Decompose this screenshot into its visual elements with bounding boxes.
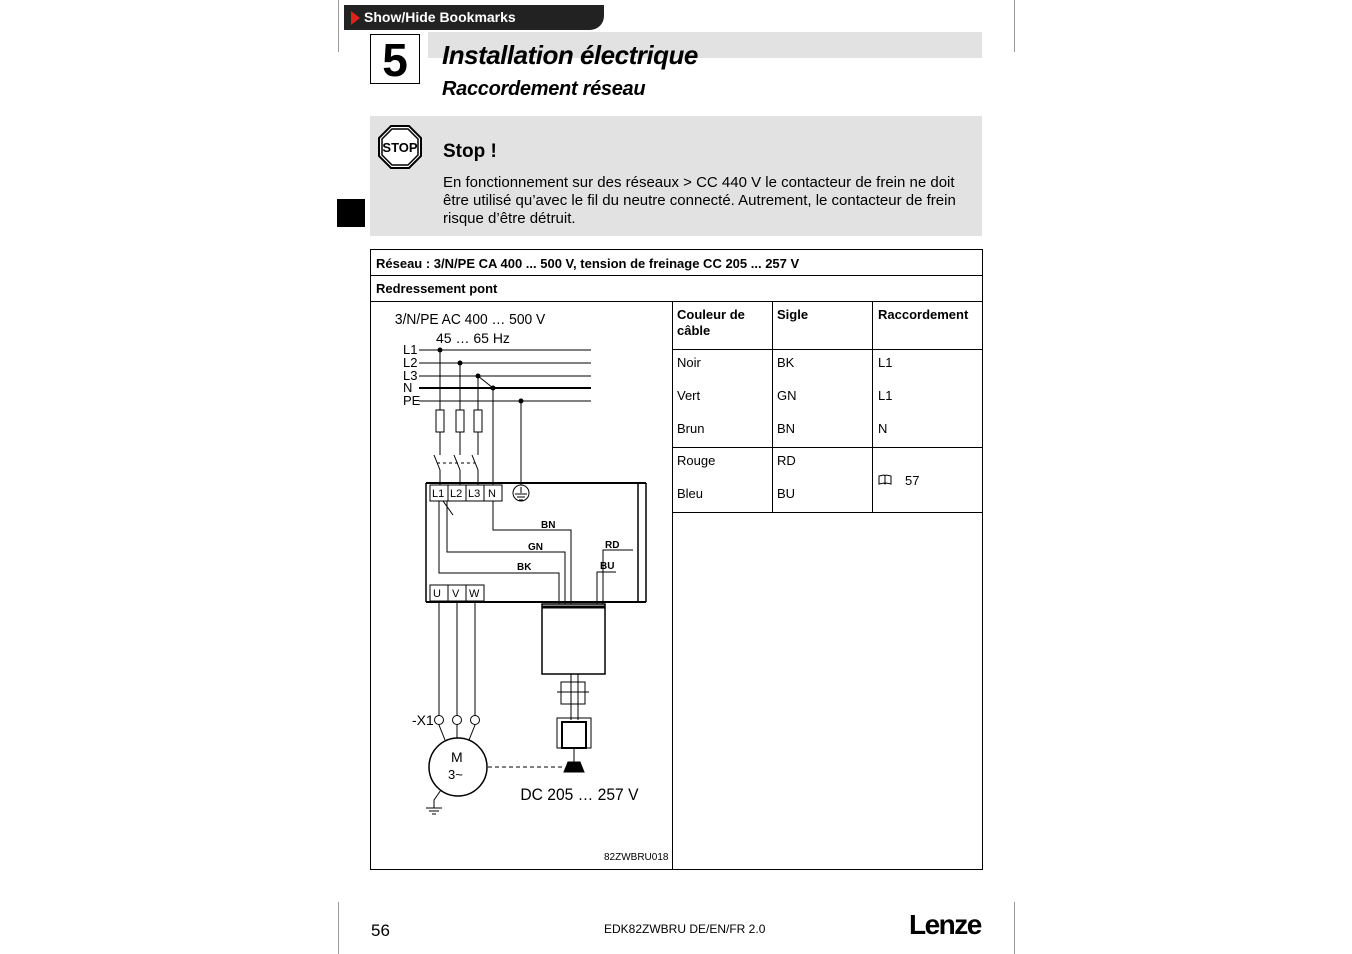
figure-code: 82ZWBRU018 (604, 852, 669, 863)
table-rule (672, 447, 982, 448)
connection-cell: N (878, 421, 888, 436)
wire-label: BU (600, 561, 615, 572)
chapter-tab-marker (337, 199, 365, 227)
brake-voltage-label: DC 205 … 257 V (520, 785, 639, 805)
terminal-label: L3 (468, 488, 481, 500)
table-rule (672, 349, 982, 350)
show-hide-bookmarks-label: Show/Hide Bookmarks (364, 9, 516, 25)
header-code: Sigle (777, 307, 809, 322)
code-cell: BK (777, 355, 795, 370)
table-title: Réseau : 3/N/PE CA 400 ... 500 V, tension de freinage CC 205 ... 257 V (376, 256, 800, 271)
terminal-label: U (433, 588, 441, 600)
code-cell: BN (777, 421, 796, 436)
terminal-x1-label: -X1 (412, 712, 434, 728)
crop-mark (1014, 902, 1015, 954)
connection-cell: L1 (878, 355, 893, 370)
wire-label: BK (517, 562, 532, 573)
cable-color-cell: Brun (677, 421, 705, 436)
header-connection: Raccordement (878, 307, 969, 322)
cable-color-cell: Bleu (677, 486, 704, 501)
warning-text: En fonctionnement sur des réseaux > CC 440 V le contacteur de frein ne doit être utilisé qu’avec le fil du neutre connecté. Autrement, le contacteur de frein risque d’être détruit. (443, 174, 956, 227)
book-icon (878, 474, 892, 486)
crop-mark (338, 902, 339, 954)
code-cell: RD (777, 453, 796, 468)
code-cell: BU (777, 486, 796, 501)
cable-color-cell: Vert (677, 388, 701, 403)
table-rule (371, 275, 982, 276)
table-rule (772, 301, 773, 513)
circuit-diagram (371, 300, 671, 845)
page-number: 56 (371, 921, 390, 940)
line-label: L3 (403, 368, 418, 383)
code-cell: GN (777, 388, 797, 403)
play-arrow-icon (351, 11, 360, 25)
supply-label: 3/N/PE AC 400 … 500 V (394, 311, 546, 329)
terminal-label: N (488, 488, 496, 500)
connection-cell: L1 (878, 388, 893, 403)
line-label: N (403, 380, 413, 395)
wire-label: RD (605, 540, 620, 551)
line-label: L2 (403, 355, 418, 370)
warning-title: Stop ! (443, 141, 497, 162)
terminal-label: V (452, 588, 460, 600)
crop-mark (338, 0, 339, 52)
show-hide-bookmarks-button[interactable] (344, 5, 604, 30)
frequency-label: 45 … 65 Hz (436, 330, 510, 346)
table-subtitle: Redressement pont (376, 281, 498, 296)
stop-sign-icon (378, 125, 422, 169)
table-rule (872, 301, 873, 513)
wire-label: GN (528, 542, 543, 553)
line-label: PE (403, 393, 421, 408)
line-label: L1 (403, 342, 418, 357)
table-rule (672, 512, 982, 513)
page-reference: 57 (905, 473, 920, 488)
cable-color-cell: Rouge (677, 453, 716, 468)
stop-sign-text: STOP (382, 140, 418, 155)
motor-label: M (451, 749, 463, 765)
motor-phase-label: 3~ (448, 767, 463, 782)
wire-label: BN (541, 520, 556, 531)
lenze-logo: Lenze (909, 909, 981, 940)
chapter-number: 5 (370, 34, 420, 84)
header-cable-color: Couleur de câble (677, 307, 745, 338)
document-id: EDK82ZWBRU DE/EN/FR 2.0 (604, 922, 766, 936)
page-title: Installation électrique (442, 40, 698, 70)
terminal-label: L1 (432, 488, 445, 500)
table-rule (672, 301, 673, 869)
cable-color-cell: Noir (677, 355, 701, 370)
page-subtitle: Raccordement réseau (442, 78, 646, 100)
terminal-label: W (469, 588, 480, 600)
crop-mark (1014, 0, 1015, 52)
terminal-label: L2 (450, 488, 463, 500)
